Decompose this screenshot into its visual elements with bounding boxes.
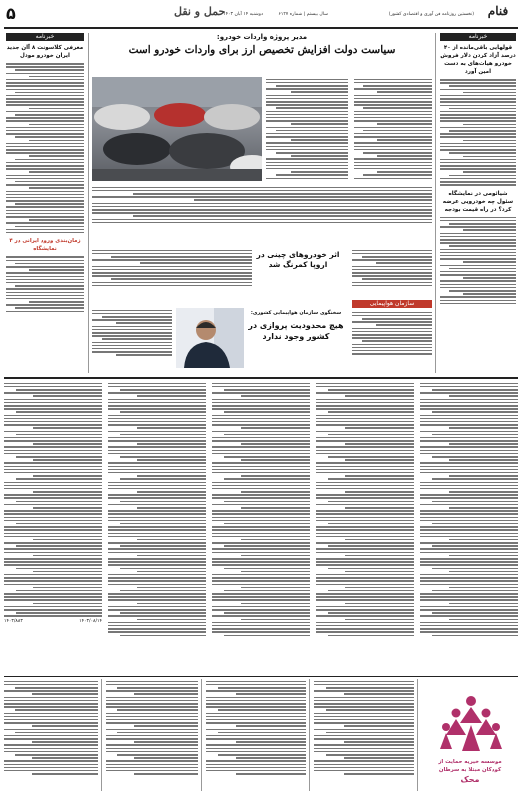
sidebar-headline-1: قولهایی باقی‌مانده از ۴۰ درصد آزاد کردن دلار فروش خودرو هیات‌های به دست امین آورد — [440, 45, 516, 75]
masthead — [4, 4, 518, 26]
right-sidebar — [440, 33, 516, 373]
china-story — [92, 248, 432, 298]
left-sidebar-headline-1: معرفی کلاسونت ۸ آ‌ان جدید ایران خودرو مودل — [6, 45, 84, 59]
charity-ad — [422, 679, 518, 791]
notices-section — [4, 381, 518, 671]
charity-name: محک — [460, 775, 480, 784]
lead-body-col2 — [266, 77, 348, 181]
notice-col-3 — [212, 381, 310, 638]
ad-box-2 — [206, 679, 306, 776]
sidebar-tag: خبرنامه — [440, 33, 516, 41]
spokesperson-illustration — [176, 308, 244, 368]
aviation-kicker: سخنگوی سازمان هواپیمایی کشوری: — [250, 310, 342, 316]
aviation-headline: هیچ محدودیت پروازی در کشور وجود ندارد — [248, 321, 344, 341]
notice-col-1 — [420, 381, 518, 638]
china-body-left — [92, 248, 252, 288]
lead-body-col1 — [354, 77, 432, 181]
page-number: ۵ — [6, 4, 16, 23]
left-sidebar-headline-2: زمان‌بندی ورود ایرانی در ۴ نمایشگاه — [9, 238, 81, 253]
lead-story — [92, 33, 432, 243]
paper-logo: فنام — [487, 4, 509, 18]
ads-section — [4, 679, 518, 794]
aviation-body-left — [92, 308, 172, 358]
left-sidebar-tag: خبرنامه — [6, 33, 84, 41]
charity-line1: موسسه خیریه حمایت از — [438, 759, 502, 765]
notice-footer-date: ۱۴۰۳/۰۸/۱۴ — [79, 618, 102, 624]
spokesperson-photo — [176, 308, 244, 368]
sidebar-body-1 — [440, 79, 516, 186]
cars-illustration — [92, 77, 262, 181]
aviation-story — [92, 300, 432, 373]
left-sidebar-body-2 — [6, 256, 84, 312]
sidebar-headline-2: شیائومی در نمایشگاه سئول چه خودرویی عرضه کرد؟ در راه قیمت بودجه — [442, 190, 514, 213]
ads-rule — [4, 676, 518, 677]
masthead-rule — [4, 27, 518, 29]
ad-rule-2 — [309, 679, 310, 791]
notices-rule — [4, 377, 518, 379]
charity-line2: کودکان مبتلا به سرطان — [438, 767, 502, 773]
ad-rule-1 — [417, 679, 418, 791]
left-sidebar-body-1 — [6, 63, 84, 233]
date-line: دوشنبه ۱۴ آبان ۱۴۰۳ — [223, 12, 263, 17]
lead-headline: سیاست دولت افزایش تخصیص ارز برای واردات خودرو است — [128, 44, 396, 56]
notice-col-2 — [316, 381, 414, 638]
left-sidebar — [6, 33, 84, 373]
notice-col-4 — [108, 381, 206, 638]
rule-right — [435, 33, 436, 373]
section-title: حمل و نقل — [174, 5, 226, 18]
sidebar-body-2 — [440, 217, 516, 305]
mahak-logo — [438, 693, 504, 755]
ad-rule-4 — [101, 679, 102, 791]
aviation-tag: سازمان هواپیمایی — [352, 300, 432, 308]
ad-box-3 — [106, 679, 198, 776]
china-headline: اثر خودروهای چینی در اروپا کمرنگ شد — [256, 250, 340, 269]
issue-line: سال بیستم | شماره ۶۱۲۷ — [278, 12, 328, 17]
lead-kicker: مدیر پروژه واردات خودرو: — [216, 33, 308, 41]
ad-rule-3 — [201, 679, 202, 791]
notice-footer — [4, 619, 102, 624]
china-body-right — [352, 248, 432, 288]
paper-subtitle: (نخستین روزنامه فن آوری و اقتصادی کشور) — [388, 12, 474, 17]
rule-left — [88, 33, 89, 373]
cars-photo — [92, 77, 262, 181]
notice-col-5 — [4, 381, 102, 624]
ad-box-4 — [4, 679, 98, 776]
notice-footer-code: ۱۴۰۳/۸۸۳ — [4, 618, 23, 624]
lead-body-bottom — [92, 185, 432, 225]
aviation-body-right — [352, 310, 432, 356]
ad-box-1 — [314, 679, 414, 776]
